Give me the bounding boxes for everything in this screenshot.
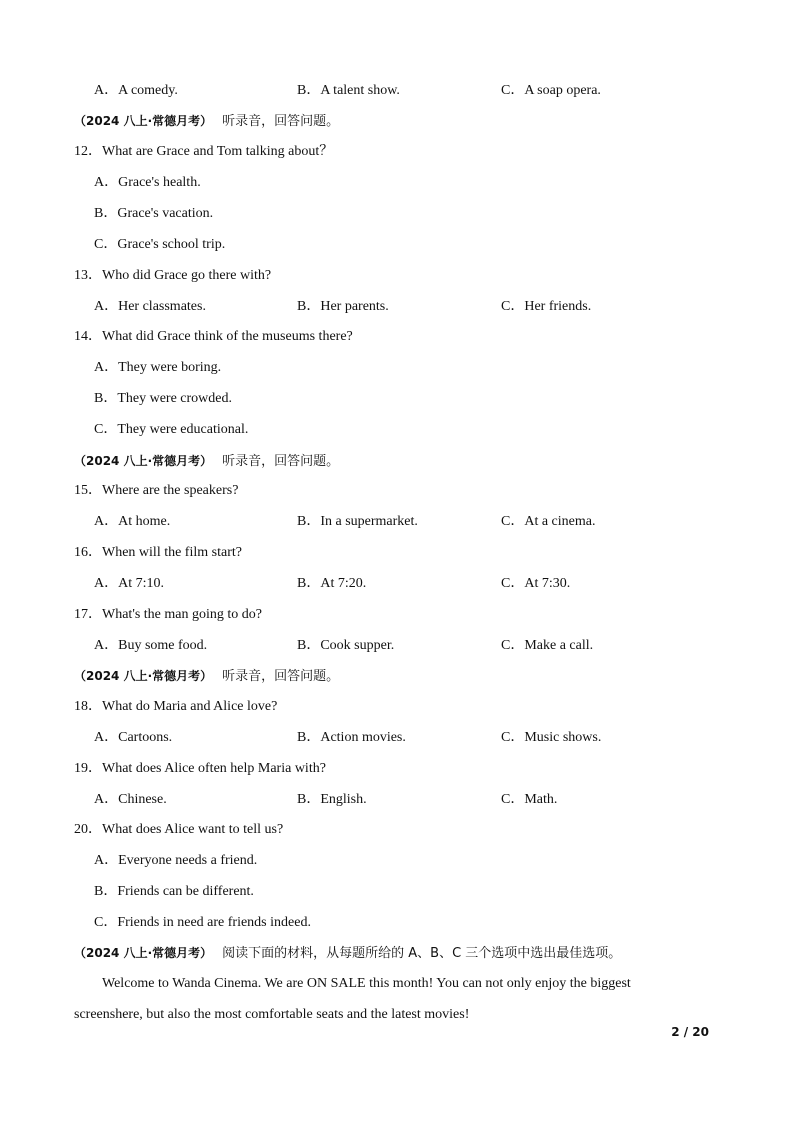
q13-option-b: B．Her parents. xyxy=(297,299,389,314)
q17-option-b: B．Cook supper. xyxy=(297,638,395,653)
q19-option-b: B．English. xyxy=(297,792,367,807)
source-tag: （2024 八上·常德月考） xyxy=(74,669,213,683)
q16-option-c: C．At 7:30. xyxy=(501,576,571,591)
question-18: 18．What do Maria and Alice love? xyxy=(74,699,278,714)
q15-option-b: B．In a supermarket. xyxy=(297,514,418,529)
section-header-listening-2 xyxy=(74,452,339,471)
question-15: 15．Where are the speakers? xyxy=(74,483,239,498)
q13-option-a: A．Her classmates. xyxy=(94,299,206,314)
q15-option-a: A．At home. xyxy=(94,514,171,529)
reading-instruction: 阅读下面的材料，从每题所给的 A、B、C 三个选项中选出最佳选项。 xyxy=(222,946,622,961)
section-header-reading xyxy=(74,944,621,963)
q18-option-c: C．Music shows. xyxy=(501,730,602,745)
q19-option-c: C．Math. xyxy=(501,792,558,807)
section-header-listening-3 xyxy=(74,667,339,686)
q20-option-c: C．Friends in need are friends indeed. xyxy=(94,915,311,930)
q12-option-b: B．Grace's vacation. xyxy=(94,206,214,221)
q16-option-b: B．At 7:20. xyxy=(297,576,367,591)
page-number: 2 / 20 xyxy=(671,1025,709,1039)
q11-option-c: C．A soap opera. xyxy=(501,83,601,98)
q19-option-a: A．Chinese. xyxy=(94,792,167,807)
source-tag: （2024 八上·常德月考） xyxy=(74,946,213,960)
q12-option-a: A．Grace's health. xyxy=(94,175,201,190)
passage-line-1: Welcome to Wanda Cinema. We are ON SALE this month! You can not only enjoy the biggest xyxy=(102,976,631,991)
q14-option-b: B．They were crowded. xyxy=(94,391,233,406)
passage-line-2: screenshere, but also the most comfortable seats and the latest movies! xyxy=(74,1007,470,1022)
question-16: 16．When will the film start? xyxy=(74,545,242,560)
question-12: 12．What are Grace and Tom talking about？ xyxy=(74,144,334,159)
q18-option-a: A．Cartoons. xyxy=(94,730,173,745)
section-instruction: 听录音，回答问题。 xyxy=(222,114,340,129)
q15-option-c: C．At a cinema. xyxy=(501,514,596,529)
q20-option-a: A．Everyone needs a friend. xyxy=(94,853,258,868)
section-header-listening-1 xyxy=(74,112,339,131)
q13-option-c: C．Her friends. xyxy=(501,299,592,314)
q12-option-c: C．Grace's school trip. xyxy=(94,237,226,252)
question-13: 13．Who did Grace go there with? xyxy=(74,268,272,283)
q17-option-a: A．Buy some food. xyxy=(94,638,208,653)
question-19: 19．What does Alice often help Maria with? xyxy=(74,761,326,776)
q18-option-b: B．Action movies. xyxy=(297,730,406,745)
q14-option-a: A．They were boring. xyxy=(94,360,222,375)
q20-option-b: B．Friends can be different. xyxy=(94,884,254,899)
source-tag: （2024 八上·常德月考） xyxy=(74,454,213,468)
section-instruction: 听录音，回答问题。 xyxy=(222,454,340,469)
question-17: 17．What's the man going to do? xyxy=(74,607,262,622)
q11-option-a: A．A comedy. xyxy=(94,83,178,98)
q11-option-b: B．A talent show. xyxy=(297,83,400,98)
q17-option-c: C．Make a call. xyxy=(501,638,594,653)
section-instruction: 听录音，回答问题。 xyxy=(222,669,340,684)
q14-option-c: C．They were educational. xyxy=(94,422,249,437)
question-20: 20．What does Alice want to tell us? xyxy=(74,822,284,837)
question-14: 14．What did Grace think of the museums there? xyxy=(74,329,353,344)
q16-option-a: A．At 7:10. xyxy=(94,576,164,591)
source-tag: （2024 八上·常德月考） xyxy=(74,114,213,128)
